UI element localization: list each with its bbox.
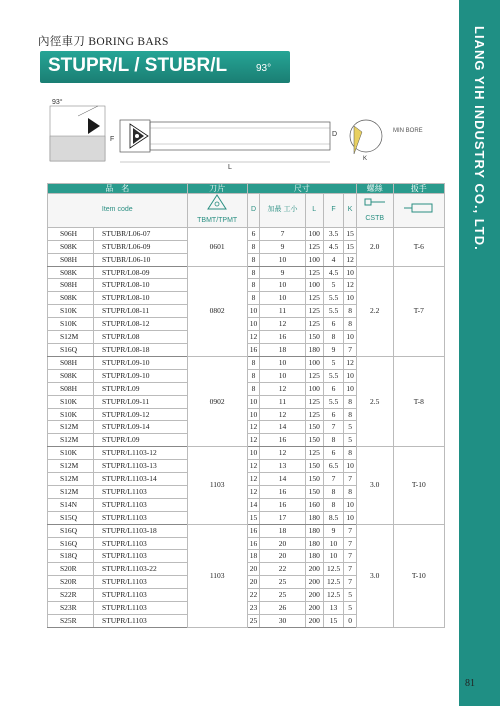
screw-icon (363, 196, 387, 208)
item-code-cell: STUPR/L09-10 (94, 356, 188, 369)
f-cell: 6 (323, 382, 344, 395)
l-cell: 200 (305, 615, 323, 628)
category-heading: 內徑車刀 BORING BARS (38, 36, 169, 48)
k-cell: 12 (344, 253, 356, 266)
item-code-cell: STUPR/L08-11 (94, 305, 188, 318)
k-cell: 10 (344, 292, 356, 305)
f-label: F (110, 136, 115, 143)
item-code-cell: STUPR/L1103 (94, 615, 188, 628)
l-cell: 125 (305, 447, 323, 460)
item-code-cell: STUPR/L09 (94, 434, 188, 447)
k-cell: 15 (344, 227, 356, 240)
col-wrench: 扳手 (393, 184, 444, 194)
insert-icon (207, 194, 227, 210)
model-cell: S25R (48, 615, 94, 628)
model-cell: S12M (48, 421, 94, 434)
table-row (48, 227, 445, 240)
item-code-cell: STUPR/L09-11 (94, 395, 188, 408)
min-bore-cell: 17 (260, 511, 305, 524)
d-cell: 18 (247, 550, 259, 563)
col-dimensions: 尺寸 (247, 184, 356, 194)
model-cell: S08K (48, 292, 94, 305)
item-code-cell: STUPR/L08-12 (94, 318, 188, 331)
product-angle: 93° (256, 63, 272, 74)
d-label: D (332, 131, 338, 138)
model-cell: S23R (48, 602, 94, 615)
f-cell: 13 (323, 602, 344, 615)
min-bore-cell: 30 (260, 615, 305, 628)
product-table (47, 183, 445, 628)
l-cell: 125 (305, 292, 323, 305)
l-cell: 150 (305, 485, 323, 498)
min-bore-cell: 20 (260, 550, 305, 563)
item-code-cell: STUPR/L08 (94, 331, 188, 344)
table-header-row (48, 184, 445, 194)
k-cell: 5 (344, 602, 356, 615)
d-cell: 16 (247, 537, 259, 550)
item-code-cell: STUPR/L1103 (94, 589, 188, 602)
d-cell: 12 (247, 421, 259, 434)
min-bore-cell: 10 (260, 253, 305, 266)
f-cell: 9 (323, 524, 344, 537)
f-cell: 8.5 (323, 511, 344, 524)
wrench-cell: T-10 (393, 447, 444, 524)
col-name: 品 名 (48, 184, 188, 194)
item-code-cell: STUPR/L1103-13 (94, 460, 188, 473)
d-cell: 12 (247, 331, 259, 344)
k-cell: 7 (344, 343, 356, 356)
angle-label: 93° (52, 99, 63, 106)
l-cell: 125 (305, 318, 323, 331)
f-header: F (323, 194, 344, 228)
k-cell: 7 (344, 473, 356, 486)
k-cell: 8 (344, 305, 356, 318)
l-cell: 200 (305, 563, 323, 576)
model-cell: S16Q (48, 537, 94, 550)
f-cell: 10 (323, 537, 344, 550)
screw-cell: 2.0 (356, 227, 393, 266)
length-label: L (228, 164, 232, 171)
d-cell: 25 (247, 615, 259, 628)
d-cell: 15 (247, 511, 259, 524)
d-cell: 16 (247, 524, 259, 537)
item-code-cell: STUPR/L08-10 (94, 279, 188, 292)
l-cell: 125 (305, 395, 323, 408)
table-subheader-row (48, 194, 445, 228)
insert-header (187, 194, 247, 228)
min-bore-cell: 10 (260, 356, 305, 369)
model-cell: S16Q (48, 524, 94, 537)
min-bore-cell: 16 (260, 485, 305, 498)
f-cell: 7 (323, 473, 344, 486)
l-cell: 150 (305, 473, 323, 486)
k-cell: 10 (344, 369, 356, 382)
item-code-cell: STUPR/L1103 (94, 511, 188, 524)
d-cell: 22 (247, 589, 259, 602)
item-code-cell: STUPR/L1103-14 (94, 473, 188, 486)
f-cell: 7 (323, 421, 344, 434)
wrench-cell: T-6 (393, 227, 444, 266)
k-cell: 0 (344, 615, 356, 628)
insert-cell: 1103 (187, 447, 247, 524)
f-cell: 6 (323, 447, 344, 460)
f-cell: 10 (323, 550, 344, 563)
item-code-cell: STUPR/L1103 (94, 485, 188, 498)
item-code-cell: STUPR/L09-12 (94, 408, 188, 421)
k-cell: 8 (344, 447, 356, 460)
f-cell: 4.5 (323, 266, 344, 279)
f-cell: 8 (323, 434, 344, 447)
min-bore-cell: 14 (260, 421, 305, 434)
k-cell: 10 (344, 382, 356, 395)
f-cell: 12.5 (323, 589, 344, 602)
d-cell: 14 (247, 498, 259, 511)
d-cell: 8 (247, 356, 259, 369)
l-cell: 180 (305, 343, 323, 356)
k-label: K (363, 156, 368, 162)
min-bore-cell: 14 (260, 473, 305, 486)
model-cell: S16Q (48, 343, 94, 356)
item-code-cell: STUPR/L09 (94, 382, 188, 395)
screw-cell: 2.2 (356, 266, 393, 356)
min-bore-cell: 12 (260, 408, 305, 421)
k-cell: 10 (344, 266, 356, 279)
insert-cell: 0601 (187, 227, 247, 266)
min-bore-label: MIN BORE (393, 128, 423, 134)
insert-cell: 0902 (187, 356, 247, 446)
l-cell: 100 (305, 253, 323, 266)
min-bore-cell: 12 (260, 318, 305, 331)
item-code-cell: STUPR/L1103 (94, 602, 188, 615)
k-cell: 7 (344, 563, 356, 576)
d-cell: 8 (247, 292, 259, 305)
k-cell: 8 (344, 395, 356, 408)
min-bore-cell: 16 (260, 331, 305, 344)
wrench-icon (402, 202, 436, 214)
d-cell: 8 (247, 240, 259, 253)
insert-cell: 0802 (187, 266, 247, 356)
wrench-header (393, 194, 444, 228)
item-code-cell: STUPR/L1103-18 (94, 524, 188, 537)
l-cell: 125 (305, 240, 323, 253)
item-code-cell: STUPR/L1103 (94, 550, 188, 563)
min-bore-cell: 11 (260, 305, 305, 318)
k-cell: 7 (344, 537, 356, 550)
f-cell: 5.5 (323, 305, 344, 318)
d-cell: 8 (247, 279, 259, 292)
l-cell: 125 (305, 266, 323, 279)
item-code-cell: STUPR/L09-10 (94, 369, 188, 382)
f-cell: 5.5 (323, 369, 344, 382)
f-cell: 6 (323, 318, 344, 331)
model-cell: S10K (48, 305, 94, 318)
screw-cell: 3.0 (356, 447, 393, 524)
min-bore-cell: 9 (260, 240, 305, 253)
min-bore-cell: 20 (260, 537, 305, 550)
k-cell: 10 (344, 511, 356, 524)
l-cell: 160 (305, 498, 323, 511)
min-bore-cell: 10 (260, 369, 305, 382)
d-cell: 10 (247, 408, 259, 421)
k-cell: 12 (344, 356, 356, 369)
model-cell: S08H (48, 382, 94, 395)
model-cell: S06H (48, 227, 94, 240)
wrench-cell: T-7 (393, 266, 444, 356)
model-cell: S18Q (48, 550, 94, 563)
item-code-cell: STUPR/L1103 (94, 576, 188, 589)
k-cell: 15 (344, 240, 356, 253)
min-bore-cell: 25 (260, 589, 305, 602)
d-cell: 12 (247, 485, 259, 498)
k-cell: 5 (344, 434, 356, 447)
model-cell: S10K (48, 447, 94, 460)
insert-cell: 1103 (187, 524, 247, 627)
k-cell: 5 (344, 421, 356, 434)
k-cell: 5 (344, 589, 356, 602)
min-bore-cell: 9 (260, 266, 305, 279)
item-code-cell: STUPR/L1103-22 (94, 563, 188, 576)
f-cell: 5.5 (323, 292, 344, 305)
f-cell: 15 (323, 615, 344, 628)
model-cell: S12M (48, 434, 94, 447)
item-code-cell: STUPR/L08-09 (94, 266, 188, 279)
item-code-cell: STUPR/L1103 (94, 537, 188, 550)
d-cell: 10 (247, 447, 259, 460)
item-code-cell: STUBR/L06-10 (94, 253, 188, 266)
model-cell: S08K (48, 240, 94, 253)
item-code-cell: STUPR/L08-18 (94, 343, 188, 356)
model-cell: S12M (48, 485, 94, 498)
table-row (48, 266, 445, 279)
col-screw: 螺絲 (356, 184, 393, 194)
l-cell: 100 (305, 279, 323, 292)
model-cell: S08K (48, 266, 94, 279)
f-cell: 8 (323, 498, 344, 511)
f-cell: 5 (323, 356, 344, 369)
d-cell: 8 (247, 369, 259, 382)
f-cell: 4.5 (323, 240, 344, 253)
l-cell: 150 (305, 434, 323, 447)
screw-header (356, 194, 393, 228)
min-bore-cell: 10 (260, 279, 305, 292)
min-bore-cell: 11 (260, 395, 305, 408)
page-number: 81 (465, 678, 475, 689)
product-title: STUPR/L / STUBR/L (48, 55, 228, 76)
l-cell: 180 (305, 524, 323, 537)
model-cell: S12M (48, 331, 94, 344)
l-header: L (305, 194, 323, 228)
min-bore-cell: 10 (260, 292, 305, 305)
min-bore-cell: 26 (260, 602, 305, 615)
col-insert: 刀片 (187, 184, 247, 194)
model-cell: S14N (48, 498, 94, 511)
k-cell: 10 (344, 498, 356, 511)
l-cell: 200 (305, 589, 323, 602)
company-vertical (459, 0, 500, 706)
l-cell: 180 (305, 550, 323, 563)
table-row (48, 447, 445, 460)
l-cell: 100 (305, 227, 323, 240)
min-bore-cell: 12 (260, 447, 305, 460)
l-cell: 150 (305, 460, 323, 473)
model-cell: S10K (48, 395, 94, 408)
d-cell: 20 (247, 563, 259, 576)
wrench-cell: T-10 (393, 524, 444, 627)
k-cell: 10 (344, 460, 356, 473)
d-cell: 23 (247, 602, 259, 615)
l-cell: 125 (305, 408, 323, 421)
model-cell: S10K (48, 408, 94, 421)
l-cell: 180 (305, 511, 323, 524)
item-code-header: Item code (48, 194, 188, 228)
k-cell: 7 (344, 524, 356, 537)
model-cell: S20R (48, 563, 94, 576)
min-bore-cell: 16 (260, 434, 305, 447)
d-cell: 8 (247, 253, 259, 266)
k-cell: 10 (344, 331, 356, 344)
d-cell: 6 (247, 227, 259, 240)
l-cell: 200 (305, 602, 323, 615)
company-name: LIANG YIH INDUSTRY CO., LTD. (472, 26, 487, 251)
min-bore-cell: 18 (260, 524, 305, 537)
f-cell: 8 (323, 485, 344, 498)
l-cell: 125 (305, 305, 323, 318)
f-cell: 12.5 (323, 563, 344, 576)
screw-cell: 2.5 (356, 356, 393, 446)
min-bore-cell: 7 (260, 227, 305, 240)
d-cell: 20 (247, 576, 259, 589)
model-cell: S08H (48, 253, 94, 266)
d-cell: 12 (247, 473, 259, 486)
l-cell: 200 (305, 576, 323, 589)
d-cell: 8 (247, 382, 259, 395)
d-header: D (247, 194, 259, 228)
model-cell: S20R (48, 576, 94, 589)
f-cell: 6.5 (323, 460, 344, 473)
min-bore-header: 加最 工小 (260, 194, 305, 228)
d-cell: 10 (247, 395, 259, 408)
k-cell: 8 (344, 485, 356, 498)
d-cell: 12 (247, 434, 259, 447)
f-cell: 6 (323, 408, 344, 421)
model-cell: S08H (48, 356, 94, 369)
item-code-cell: STUBR/L06-07 (94, 227, 188, 240)
d-cell: 10 (247, 318, 259, 331)
model-cell: S10K (48, 318, 94, 331)
min-bore-cell: 16 (260, 498, 305, 511)
model-cell: S15Q (48, 511, 94, 524)
table-row (48, 524, 445, 537)
k-cell: 7 (344, 576, 356, 589)
min-bore-cell: 22 (260, 563, 305, 576)
k-cell: 8 (344, 408, 356, 421)
item-code-cell: STUPR/L08-10 (94, 292, 188, 305)
screw-code: CSTB (365, 214, 385, 222)
model-cell: S12M (48, 473, 94, 486)
item-code-cell: STUPR/L09-14 (94, 421, 188, 434)
l-cell: 180 (305, 537, 323, 550)
model-cell: S08H (48, 279, 94, 292)
f-cell: 12.5 (323, 576, 344, 589)
model-cell: S12M (48, 460, 94, 473)
item-code-cell: STUPR/L1103-12 (94, 447, 188, 460)
d-cell: 12 (247, 460, 259, 473)
k-cell: 8 (344, 318, 356, 331)
wrench-cell: T-8 (393, 356, 444, 446)
l-cell: 100 (305, 382, 323, 395)
item-code-cell: STUBR/L06-09 (94, 240, 188, 253)
f-cell: 9 (323, 343, 344, 356)
insert-code: TBMT/TPMT (197, 216, 238, 224)
d-cell: 16 (247, 343, 259, 356)
min-bore-cell: 13 (260, 460, 305, 473)
l-cell: 150 (305, 331, 323, 344)
f-cell: 8 (323, 331, 344, 344)
min-bore-cell: 18 (260, 343, 305, 356)
f-cell: 3.5 (323, 227, 344, 240)
l-cell: 150 (305, 421, 323, 434)
k-cell: 7 (344, 550, 356, 563)
screw-cell: 3.0 (356, 524, 393, 627)
model-cell: S08K (48, 369, 94, 382)
k-cell: 12 (344, 279, 356, 292)
f-cell: 5.5 (323, 395, 344, 408)
l-cell: 100 (305, 356, 323, 369)
min-bore-cell: 25 (260, 576, 305, 589)
f-cell: 5 (323, 279, 344, 292)
f-cell: 4 (323, 253, 344, 266)
l-cell: 125 (305, 369, 323, 382)
d-cell: 10 (247, 305, 259, 318)
tool-diagram (48, 96, 428, 174)
item-code-cell: STUPR/L1103 (94, 498, 188, 511)
d-cell: 8 (247, 266, 259, 279)
min-bore-cell: 12 (260, 382, 305, 395)
model-cell: S22R (48, 589, 94, 602)
k-header: K (344, 194, 356, 228)
table-row (48, 356, 445, 369)
